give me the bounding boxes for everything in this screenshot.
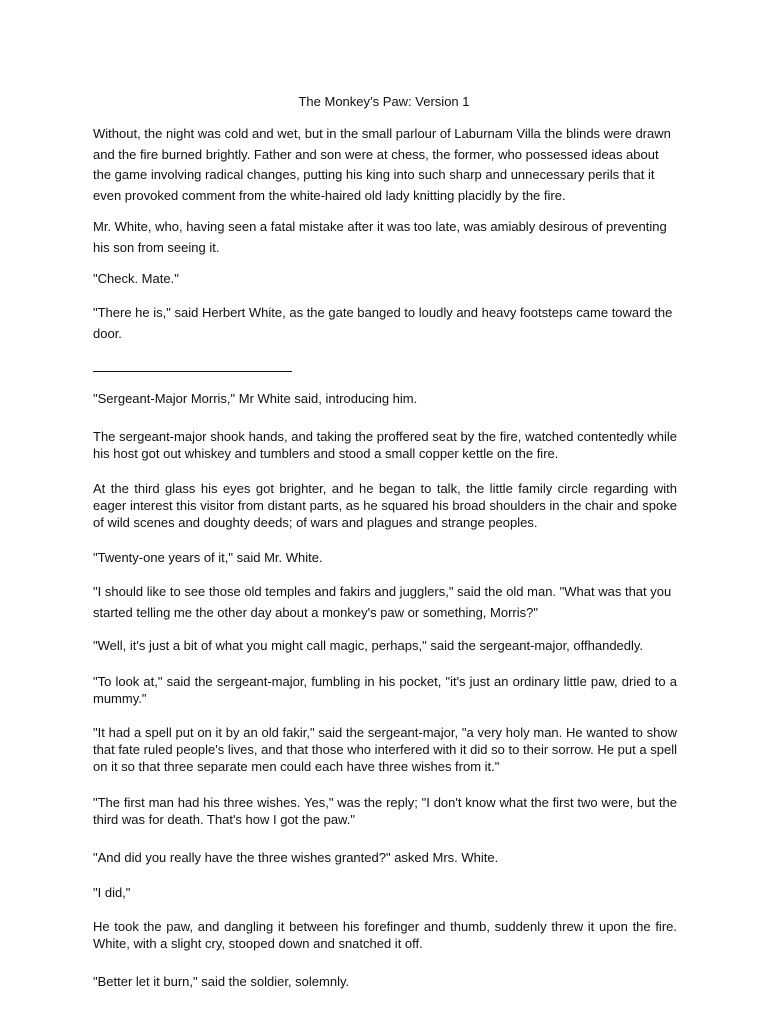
paragraph-11: "To look at," said the sergeant-major, fumbling in his pocket, "it's just an ordinary little paw, dried to a mummy.": [93, 674, 677, 706]
paragraph-5: "Sergeant-Major Morris," Mr White said, introducing him.: [93, 391, 418, 406]
paragraph-17: "Better let it burn," said the soldier, solemnly.: [93, 974, 350, 989]
paragraph-1: Without, the night was cold and wet, but in the small parlour of Laburnam Villa the blinds were drawn and the fire burned brightly. Father and son were at chess, the former, who possessed ideas about the game involving radical changes, putting his king into such sharp and unnecessary perils that it even provoked comment from the white-haired old lady knitting placidly by the fire.: [93, 126, 671, 203]
paragraph-3: "Check. Mate.": [93, 271, 179, 286]
document-title: The Monkey’s Paw: Version 1: [298, 94, 470, 109]
paragraph-14: "And did you really have the three wishes granted?" asked Mrs. White.: [93, 850, 499, 865]
paragraph-10: "Well, it's just a bit of what you might call magic, perhaps," said the sergeant-major, offhandedly.: [93, 638, 644, 653]
paragraph-12: "It had a spell put on it by an old fakir," said the sergeant-major, "a very holy man. He wanted to show that fate ruled people's lives, and that those who interfered with it did so to their sorrow. He put a spell on it so that three separate men could each have three wishes from it.": [93, 725, 677, 774]
paragraph-6: The sergeant-major shook hands, and taking the proffered seat by the fire, watched contentedly while his host got out whiskey and tumblers and stood a small copper kettle on the fire.: [93, 429, 677, 461]
paragraph-16: He took the paw, and dangling it between his forefinger and thumb, suddenly threw it upon the fire. White, with a slight cry, stooped down and snatched it off.: [93, 919, 677, 951]
paragraph-4: "There he is," said Herbert White, as the gate banged to loudly and heavy footsteps came toward the door.: [93, 305, 673, 341]
paragraph-8: "Twenty-one years of it," said Mr. White.: [93, 550, 323, 565]
paragraph-13: "The first man had his three wishes. Yes," was the reply; "I don't know what the first two were, but the third was for death. That's how I got the paw.": [93, 795, 677, 827]
section-divider: [93, 371, 292, 372]
paragraph-2: Mr. White, who, having seen a fatal mistake after it was too late, was amiably desirous of preventing his son from seeing it.: [93, 219, 667, 255]
paragraph-7: At the third glass his eyes got brighter, and he began to talk, the little family circle regarding with eager interest this visitor from distant parts, as he squared his broad shoulders in the chair and spoke of wild scenes and doughty deeds; of wars and plagues and strange peoples.: [93, 481, 677, 530]
paragraph-9: "I should like to see those old temples and fakirs and jugglers," said the old man. "What was that you started telling me the other day about a monkey's paw or something, Morris?": [93, 584, 672, 620]
paragraph-15: "I did,": [93, 885, 131, 900]
